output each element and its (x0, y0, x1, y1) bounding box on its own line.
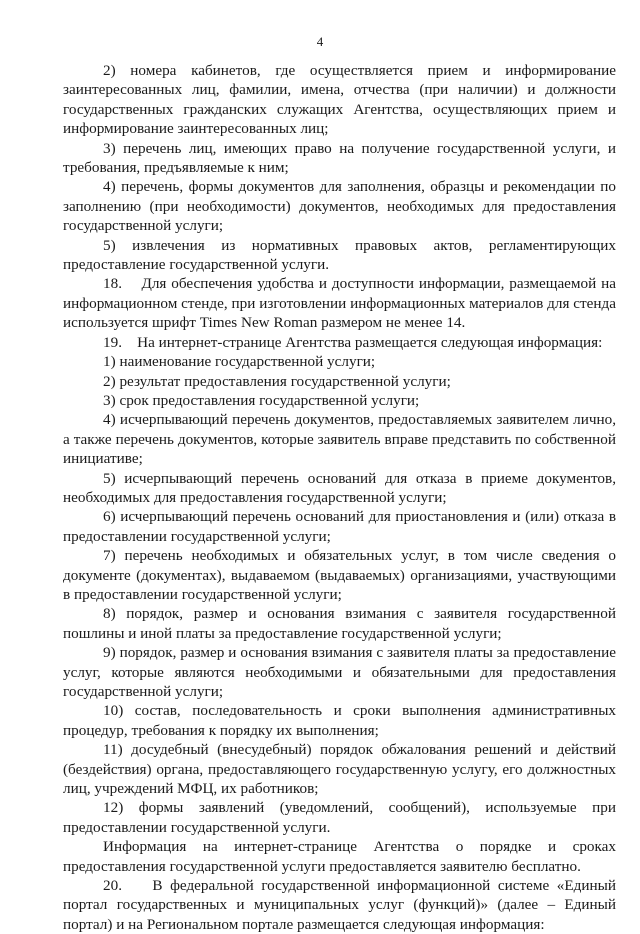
list-item-7-required-services: 7) перечень необходимых и обязательных услуг, в том числе сведения о документе (документах), выдаваемом (выдаваемых) организациями, участвующими в предоставлении государственной услуги; (63, 547, 616, 603)
list-item-11-appeal-procedure: 11) досудебный (внесудебный) порядок обжалования решений и действий (бездействия) органа, предоставляющего государственную услугу, его должностных лиц, учреждений МФЦ, их работников; (63, 741, 616, 798)
list-item-2-service-result: 2) результат предоставления государственной услуги; (103, 372, 451, 390)
list-item-5-refusal-grounds: 5) исчерпывающий перечень оснований для отказа в приеме документов, необходимых для предоставления государственной услуги; (63, 469, 616, 506)
list-item-8-state-fee: 8) порядок, размер и основания взимания с заявителя государственной пошлины и иной платы за предоставление государственной услуги; (63, 605, 616, 642)
paragraph-2-room-numbers: 2) номера кабинетов, где осуществляется прием и информирование заинтересованных лиц, фамилии, имена, отчества (при наличии) и должности государственных гражданских служащих Агентства, осуществляющих прием и информирование заинтересованных лиц; (63, 62, 616, 138)
list-item-6-suspension-grounds: 6) исчерпывающий перечень оснований для приостановления и (или) отказа в предоставлении государственной услуги; (63, 508, 616, 545)
document-body (63, 61, 616, 934)
paragraph-free-information: Информация на интернет-странице Агентства о порядке и сроках предоставления государственной услуги предоставляется заявителю бесплатно. (63, 838, 616, 875)
paragraph-18-font-requirements: 18. Для обеспечения удобства и доступности информации, размещаемой на информационном стенде, при изготовлении информационных материалов для стенда используется шрифт Times New Roman размером не менее 14. (63, 275, 616, 332)
list-item-1-service-name: 1) наименование государственной услуги; (103, 353, 376, 371)
paragraph-19-website-info: 19. На интернет-странице Агентства размещается следующая информация: (103, 333, 603, 351)
list-item-3-service-term: 3) срок предоставления государственной услуги; (103, 391, 420, 409)
paragraph-3-eligible-persons: 3) перечень лиц, имеющих право на получение государственной услуги, и требования, предъявляемые к ним; (63, 139, 616, 177)
list-item-10-admin-procedures: 10) состав, последовательность и сроки выполнения административных процедур, требования к порядку их выполнения; (63, 702, 616, 739)
page-number: 4 (316, 34, 324, 49)
paragraph-20-unified-portal: 20. В федеральной государственной информационной системе «Единый портал государственных и муниципальных услуг (функций)» (далее – Единый портал) и на Региональном портале размещается следующая информация: (63, 877, 616, 933)
list-item-4-document-list: 4) исчерпывающий перечень документов, предоставляемых заявителем лично, а также перечень документов, которые заявитель вправе представить по собственной инициативе; (63, 411, 616, 468)
list-item-9-service-fee: 9) порядок, размер и основания взимания с заявителя платы за предоставление услуг, которые являются необходимыми и обязательными для предоставления государственной услуги; (63, 644, 616, 700)
paragraph-5-regulation-extracts: 5) извлечения из нормативных правовых актов, регламентирующих предоставление государственной услуги. (63, 236, 616, 274)
list-item-12-application-forms: 12) формы заявлений (уведомлений, сообщений), используемые при предоставлении государственной услуги. (63, 799, 616, 836)
paragraph-4-document-forms: 4) перечень, формы документов для заполнения, образцы и рекомендации по заполнению (при необходимости) документов, необходимых для предоставления государственной услуги; (63, 178, 616, 235)
